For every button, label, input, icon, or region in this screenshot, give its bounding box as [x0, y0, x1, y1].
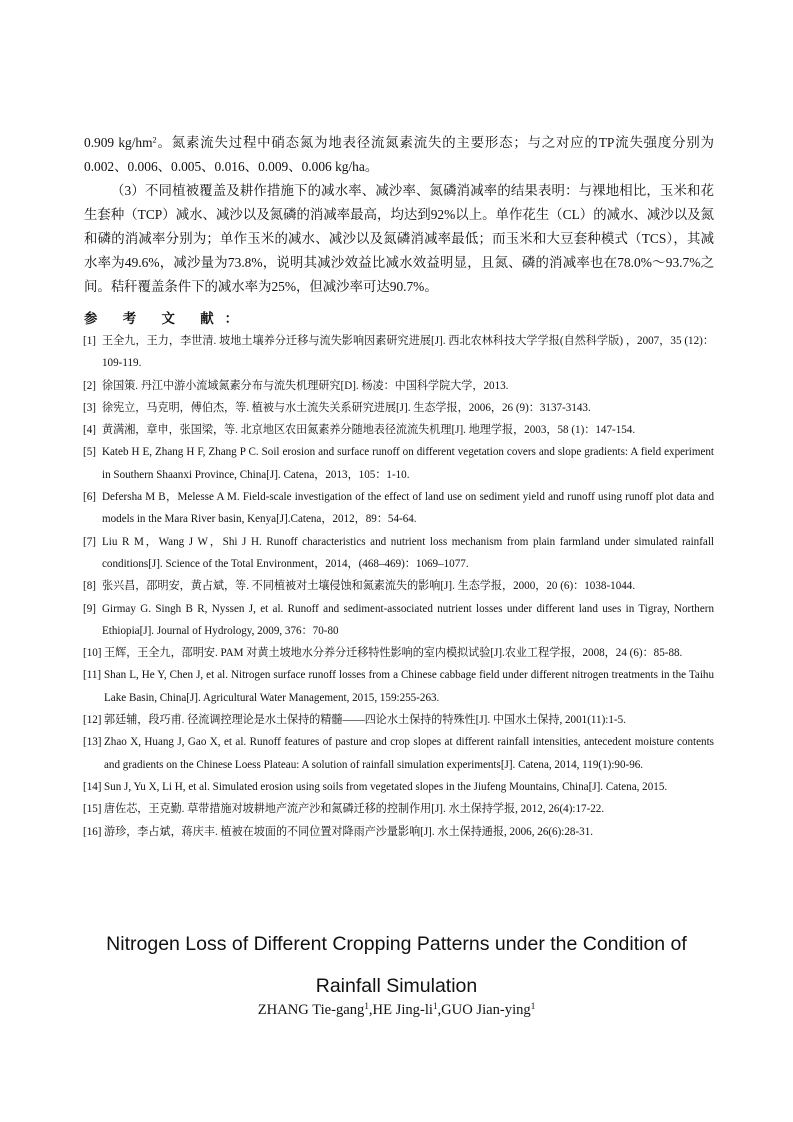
- reference-number: [7]: [83, 535, 96, 548]
- para1-superscript: 2: [152, 135, 157, 145]
- reference-text: 王辉，王全九，邵明安. PAM 对黄土坡地水分养分迁移特性影响的室内模拟试验[J].农业工程学报，2008，24 (6)：85-88.: [104, 647, 683, 660]
- reference-number: [6]: [83, 491, 96, 504]
- author-separator: ,: [437, 1002, 442, 1018]
- reference-number: [15]: [83, 803, 102, 816]
- reference-item: [84, 397, 714, 419]
- reference-item: [84, 642, 714, 664]
- reference-item: [84, 776, 714, 798]
- reference-item: [84, 598, 714, 643]
- reference-item: [84, 798, 714, 820]
- reference-text: Sun J, Yu X, Li H, et al. Simulated erosion using soils from vegetated slopes in the Jiufeng Mountains, China[J]. Catena, 2015.: [104, 780, 668, 793]
- reference-item: [84, 441, 714, 486]
- author-line: [60, 1002, 733, 1019]
- reference-number: [3]: [83, 401, 96, 414]
- reference-number: [12]: [83, 714, 102, 727]
- reference-list: [84, 330, 714, 843]
- reference-item: [84, 821, 714, 843]
- author-separator: ,: [368, 1002, 373, 1018]
- reference-text: 张兴昌，邵明安，黄占斌，等. 不同植被对土壤侵蚀和氮素流失的影响[J]. 生态学报，2000，20 (6)：1038-1044.: [102, 580, 636, 593]
- reference-item: [84, 709, 714, 731]
- reference-item: [84, 575, 714, 597]
- references-heading: 参 考 文 献：: [84, 311, 249, 326]
- para1-post-text: 。氮素流失过程中硝态氮为地表径流氮素流失的主要形态；与之对应的TP流失强度分别为0.002、0.006、0.005、0.016、0.009、0.006 kg/ha。: [84, 135, 715, 174]
- para1-pre-text: 0.909 kg/hm: [84, 135, 153, 150]
- reference-number: [14]: [83, 780, 102, 793]
- reference-number: [13]: [83, 736, 102, 749]
- reference-number: [4]: [83, 424, 96, 437]
- reference-item: [84, 731, 714, 776]
- reference-item: [84, 664, 714, 709]
- reference-text: Zhao X, Huang J, Gao X, et al. Runoff features of pasture and crop slopes at different rainfall intensities, antecedent moisture contents and gradients on the Chinese Loess Plateau: A solution of rainfall simulation experiments[J]. Catena, 2014, 119(1):90-96.: [104, 736, 714, 771]
- reference-number: [2]: [83, 379, 96, 392]
- reference-item: [84, 486, 714, 531]
- reference-text: 徐国策. 丹江中游小流域氮素分布与流失机理研究[D]. 杨凌：中国科学院大学，2013.: [102, 379, 509, 392]
- reference-number: [11]: [83, 669, 102, 682]
- reference-text: Girmay G. Singh B R, Nyssen J, et al. Runoff and sediment-associated nutrient losses under different land uses in Tigray, Northern Ethiopia[J]. Journal of Hydrology, 2009, 376：70-80: [102, 602, 714, 637]
- reference-item: [84, 531, 714, 576]
- reference-text: Shan L, He Y, Chen J, et al. Nitrogen surface runoff losses from a Chinese cabbage field under different nitrogen treatments in the Taihu Lake Basin, China[J]. Agricultural Water Management, 2015, 159:255-263.: [104, 669, 714, 704]
- reference-text: Kateb H E, Zhang H F, Zhang P C. Soil erosion and surface runoff on different vegetation covers and slope gradients: A field experiment in Southern Shaanxi Province, China[J]. Catena，2013，105：1-10.: [102, 446, 714, 481]
- reference-text: 唐佐芯，王克勤. 草带措施对坡耕地产流产沙和氮磷迁移的控制作用[J]. 水土保持学报, 2012, 26(4):17-22.: [104, 803, 605, 816]
- reference-item: [84, 419, 714, 441]
- english-title: [60, 923, 733, 1007]
- author-affiliation-mark: 1: [530, 1001, 536, 1012]
- reference-number: [10]: [83, 647, 102, 660]
- reference-item: [84, 330, 714, 375]
- reference-text: 郭廷辅，段巧甫. 径流调控理论是水土保持的精髓——四论水土保持的特殊性[J]. 中国水土保持, 2001(11):1-5.: [104, 714, 626, 727]
- reference-text: 徐宪立，马克明，傅伯杰，等. 植被与水土流失关系研究进展[J]. 生态学报，2006，26 (9)：3137-3143.: [102, 401, 591, 414]
- reference-number: [1]: [83, 335, 96, 347]
- reference-number: [9]: [83, 602, 96, 615]
- author-name: HE Jing-li: [372, 1002, 433, 1018]
- english-title-line-2: Rainfall Simulation: [315, 975, 478, 997]
- reference-text: 黄满湘，章申，张国梁，等. 北京地区农田氮素养分随地表径流流失机理[J]. 地理学报，2003，58 (1)：147-154.: [102, 424, 636, 437]
- reference-number: [5]: [83, 446, 96, 459]
- author-affiliation-mark: 1: [432, 1001, 438, 1012]
- author-affiliation-mark: 1: [364, 1001, 369, 1012]
- reference-item: [84, 375, 714, 397]
- reference-text: Liu R M，Wang J W，Shi J H. Runoff characteristics and nutrient loss mechanism from plain farmland under simulated rainfall conditions[J]. Science of the Total Environment，2014，(468–469)：1069–1077.: [102, 535, 714, 570]
- reference-text: Defersha M B，Melesse A M. Field-scale investigation of the effect of land use on sediment yield and runoff using runoff plot data and models in the Mara River basin, Kenya[J].Catena，2012，89：54-64.: [102, 491, 714, 526]
- reference-number: [8]: [83, 580, 96, 593]
- author-name: ZHANG Tie-gang: [257, 1002, 365, 1018]
- body-paragraph-1: [84, 131, 714, 179]
- body-paragraph-2: （3）不同植被覆盖及耕作措施下的减水率、减沙率、氮磷消减率的结果表明：与裸地相比，玉米和花生套种（TCP）减水、减沙以及氮磷的消减率最高，均达到92%以上。单作花生（CL）的减水、减沙以及氮和磷的消减率分别为；单作玉米的减水、减沙以及氮磷消减率最低；而玉米和大豆套种模式（TCS），其减水率为49.6%，减沙量为73.8%，说明其减沙效益比减水效益明显，且氮、磷的消减率也在78.0%～93.7%之间。秸秆覆盖条件下的减水率为25%，但减沙率可达90.7%。: [84, 183, 714, 294]
- reference-number: [16]: [83, 825, 102, 838]
- author-name: GUO Jian-ying: [441, 1002, 531, 1018]
- english-title-line-1: Nitrogen Loss of Different Cropping Patterns under the Condition of: [106, 933, 687, 955]
- reference-text: 王全九，王力，李世清. 坡地土壤养分迁移与流失影响因素研究进展[J]. 西北农林科技大学学报(自然科学版) ，2007，35 (12)：109-119.: [102, 335, 714, 370]
- reference-text: 游珍，李占斌，蒋庆丰. 植被在坡面的不同位置对降雨产沙量影响[J]. 水土保持通报, 2006, 26(6):28-31.: [104, 825, 594, 838]
